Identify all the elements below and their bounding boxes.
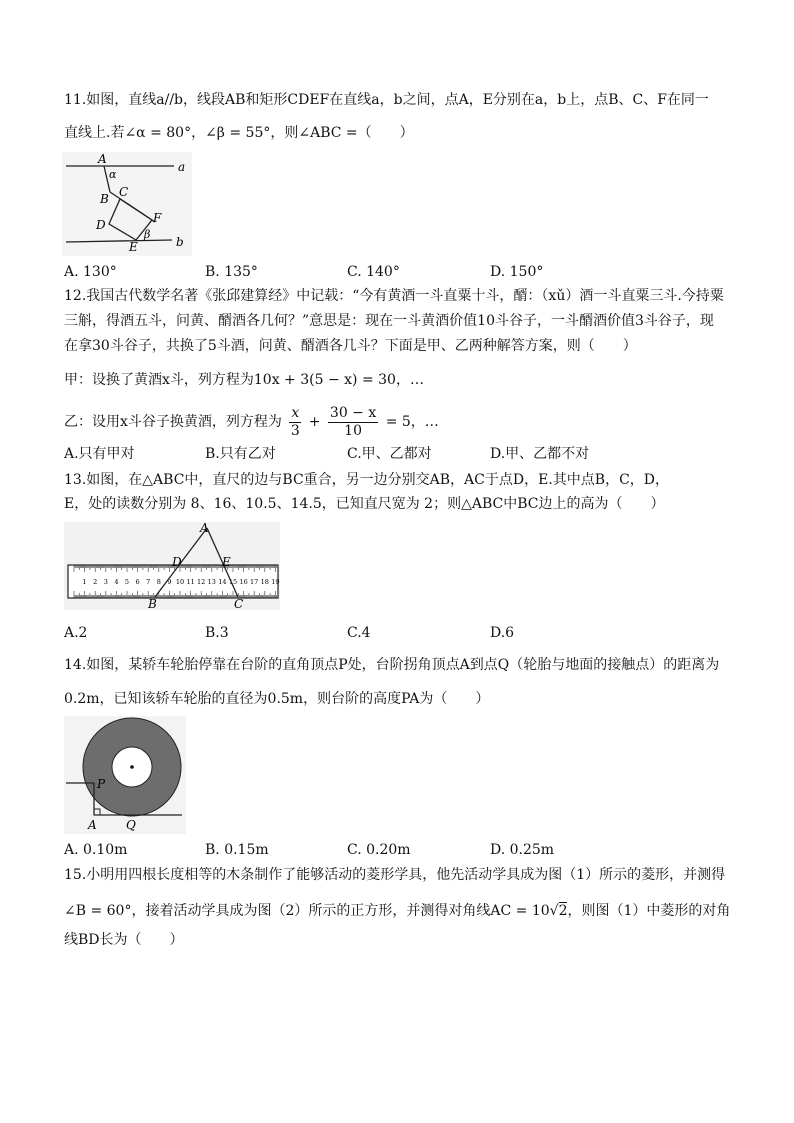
q12-option-b: B.只有乙对 — [205, 446, 276, 462]
q11-stem-line1: 11.如图，直线a//b，线段AB和矩形CDEF在直线a，b之间，点A，E分别在a，b上，点B、C、F在同一 — [64, 92, 709, 108]
ruler-number: 1 — [82, 578, 87, 586]
q11-option-d: D. 150° — [490, 264, 544, 280]
q13-stem-line1: 13.如图，在△ABC中，直尺的边与BC重合，另一边分别交AB，AC于点D，E.其中点B，C，D， — [64, 472, 669, 488]
label-C: C — [234, 597, 244, 610]
q12-option-a: A.只有甲对 — [64, 446, 135, 462]
q13-option-b: B.3 — [205, 625, 229, 641]
q14-stem-line1: 14.如图，某轿车轮胎停靠在台阶的直角顶点P处，台阶拐角顶点A到点Q（轮胎与地面的接触点）的距离为 — [64, 657, 720, 673]
label-C: C — [119, 185, 129, 199]
ruler-number: 2 — [93, 578, 98, 586]
q14-stem-line2: 0.2m，已知该轿车轮胎的直径为0.5m，则台阶的高度PA为（ ） — [64, 691, 490, 707]
q12-stem-line1: 12.我国古代数学名著《张邱建算经》中记载：“今有黄酒一斗直粟十斗，醑：（xǔ）酒一斗直粟三斗.今持粟 — [64, 288, 724, 304]
q12-plan-jia: 甲：设换了黄酒x斗，列方程为10x + 3(5 − x) = 30，… — [64, 372, 424, 388]
q11-option-a: A. 130° — [64, 264, 117, 280]
ruler-number: 5 — [124, 578, 130, 586]
q13-option-c: C.4 — [347, 625, 371, 641]
label-D: D — [172, 555, 182, 569]
fraction-denominator: 3 — [290, 422, 300, 439]
q12-option-d: D.甲、乙都不对 — [490, 446, 590, 462]
q15-stem-line3: 线BD长为（ ） — [64, 932, 184, 948]
label-E: E — [129, 240, 138, 254]
ruler-number: 16 — [239, 578, 248, 586]
label-a: a — [178, 160, 186, 174]
q14-option-a: A. 0.10m — [64, 842, 128, 858]
label-b: b — [176, 235, 184, 249]
q15-stem-line1: 15.小明用四根长度相等的木条制作了能够活动的菱形学具，他先活动学具成为图（1）所示的菱形，并测得 — [64, 867, 726, 883]
ruler-number: 3 — [103, 578, 108, 586]
tire-center — [130, 765, 134, 769]
label-A: A — [200, 522, 209, 535]
label-alpha: α — [109, 168, 117, 181]
q12-stem-line3: 在拿30斗谷子，共换了5斗酒，问黄、醑酒各几斗？下面是甲、乙两种解答方案，则（ ） — [64, 338, 637, 354]
fraction-numerator: 30 − x — [329, 404, 377, 421]
q12-option-c: C.甲、乙都对 — [347, 446, 432, 462]
ruler-number: 4 — [114, 578, 119, 586]
ruler-number: 15 — [228, 578, 238, 586]
fraction-x-over-3 — [289, 405, 301, 440]
q13-option-d: D.6 — [490, 625, 515, 641]
fraction-denominator: 10 — [344, 422, 362, 439]
q15-stem-line2 — [64, 901, 730, 921]
ruler-number: 8 — [156, 578, 161, 586]
label-B: B — [100, 192, 109, 206]
q15-line2-prefix: ∠B = 60°，接着活动学具成为图（2）所示的正方形，并测得对角线AC = 10 — [64, 903, 550, 919]
ruler-number: 9 — [167, 578, 172, 586]
q12-plan-yi-prefix: 乙：设用x斗谷子换黄酒，列方程为 — [64, 414, 282, 430]
ruler-number: 7 — [146, 578, 151, 586]
q11-option-c: C. 140° — [347, 264, 400, 280]
sqrt-sign: √ — [549, 903, 559, 919]
q14-option-b: B. 0.15m — [205, 842, 269, 858]
label-beta: β — [144, 228, 151, 241]
label-Q: Q — [126, 818, 136, 832]
q13-figure — [64, 522, 280, 610]
q12-stem-line2: 三斛，得酒五斗，问黄、醑酒各几何？”意思是：现在一斗黄酒价值10斗谷子，一斗醑酒价值3斗谷子，现 — [64, 313, 714, 329]
q11-stem-line2: 直线上.若∠α = 80°，∠β = 55°，则∠ABC =（ ） — [64, 125, 414, 141]
q13-stem-line2: E，处的读数分别为 8、16、10.5、14.5，已知直尺宽为 2；则△ABC中BC边上的高为（ ） — [64, 496, 665, 512]
ruler-number: 12 — [197, 578, 206, 586]
sqrt-radicand: 2 — [558, 903, 568, 919]
q15-line2-suffix: ，则图（1）中菱形的对角 — [567, 903, 731, 919]
q14-figure — [64, 716, 186, 834]
label-F: F — [153, 211, 162, 225]
label-P: P — [97, 777, 106, 791]
q12-plan-yi — [64, 402, 439, 442]
q11-figure — [62, 152, 192, 256]
label-B: B — [148, 597, 157, 610]
label-A: A — [98, 152, 107, 166]
q11-option-b: B. 135° — [205, 264, 258, 280]
ruler-number: 14 — [218, 578, 227, 586]
label-E: E — [222, 555, 231, 569]
plus-sign: + — [308, 414, 321, 430]
ruler-number: 6 — [135, 578, 140, 586]
ruler-number: 18 — [260, 578, 269, 586]
ruler-number: 13 — [207, 578, 216, 586]
label-A: A — [88, 818, 97, 832]
fraction-30-minus-x-over-10 — [328, 405, 378, 440]
label-D: D — [96, 218, 106, 232]
fraction-numerator: x — [291, 404, 300, 421]
ruler-number: 19 — [271, 578, 280, 586]
q14-option-d: D. 0.25m — [490, 842, 555, 858]
q14-option-c: C. 0.20m — [347, 842, 411, 858]
q13-option-a: A.2 — [64, 625, 88, 641]
ruler-number: 11 — [186, 578, 195, 586]
ruler-number: 17 — [250, 578, 259, 586]
q12-plan-yi-suffix: = 5，… — [385, 414, 439, 430]
ruler-number: 10 — [175, 578, 185, 586]
